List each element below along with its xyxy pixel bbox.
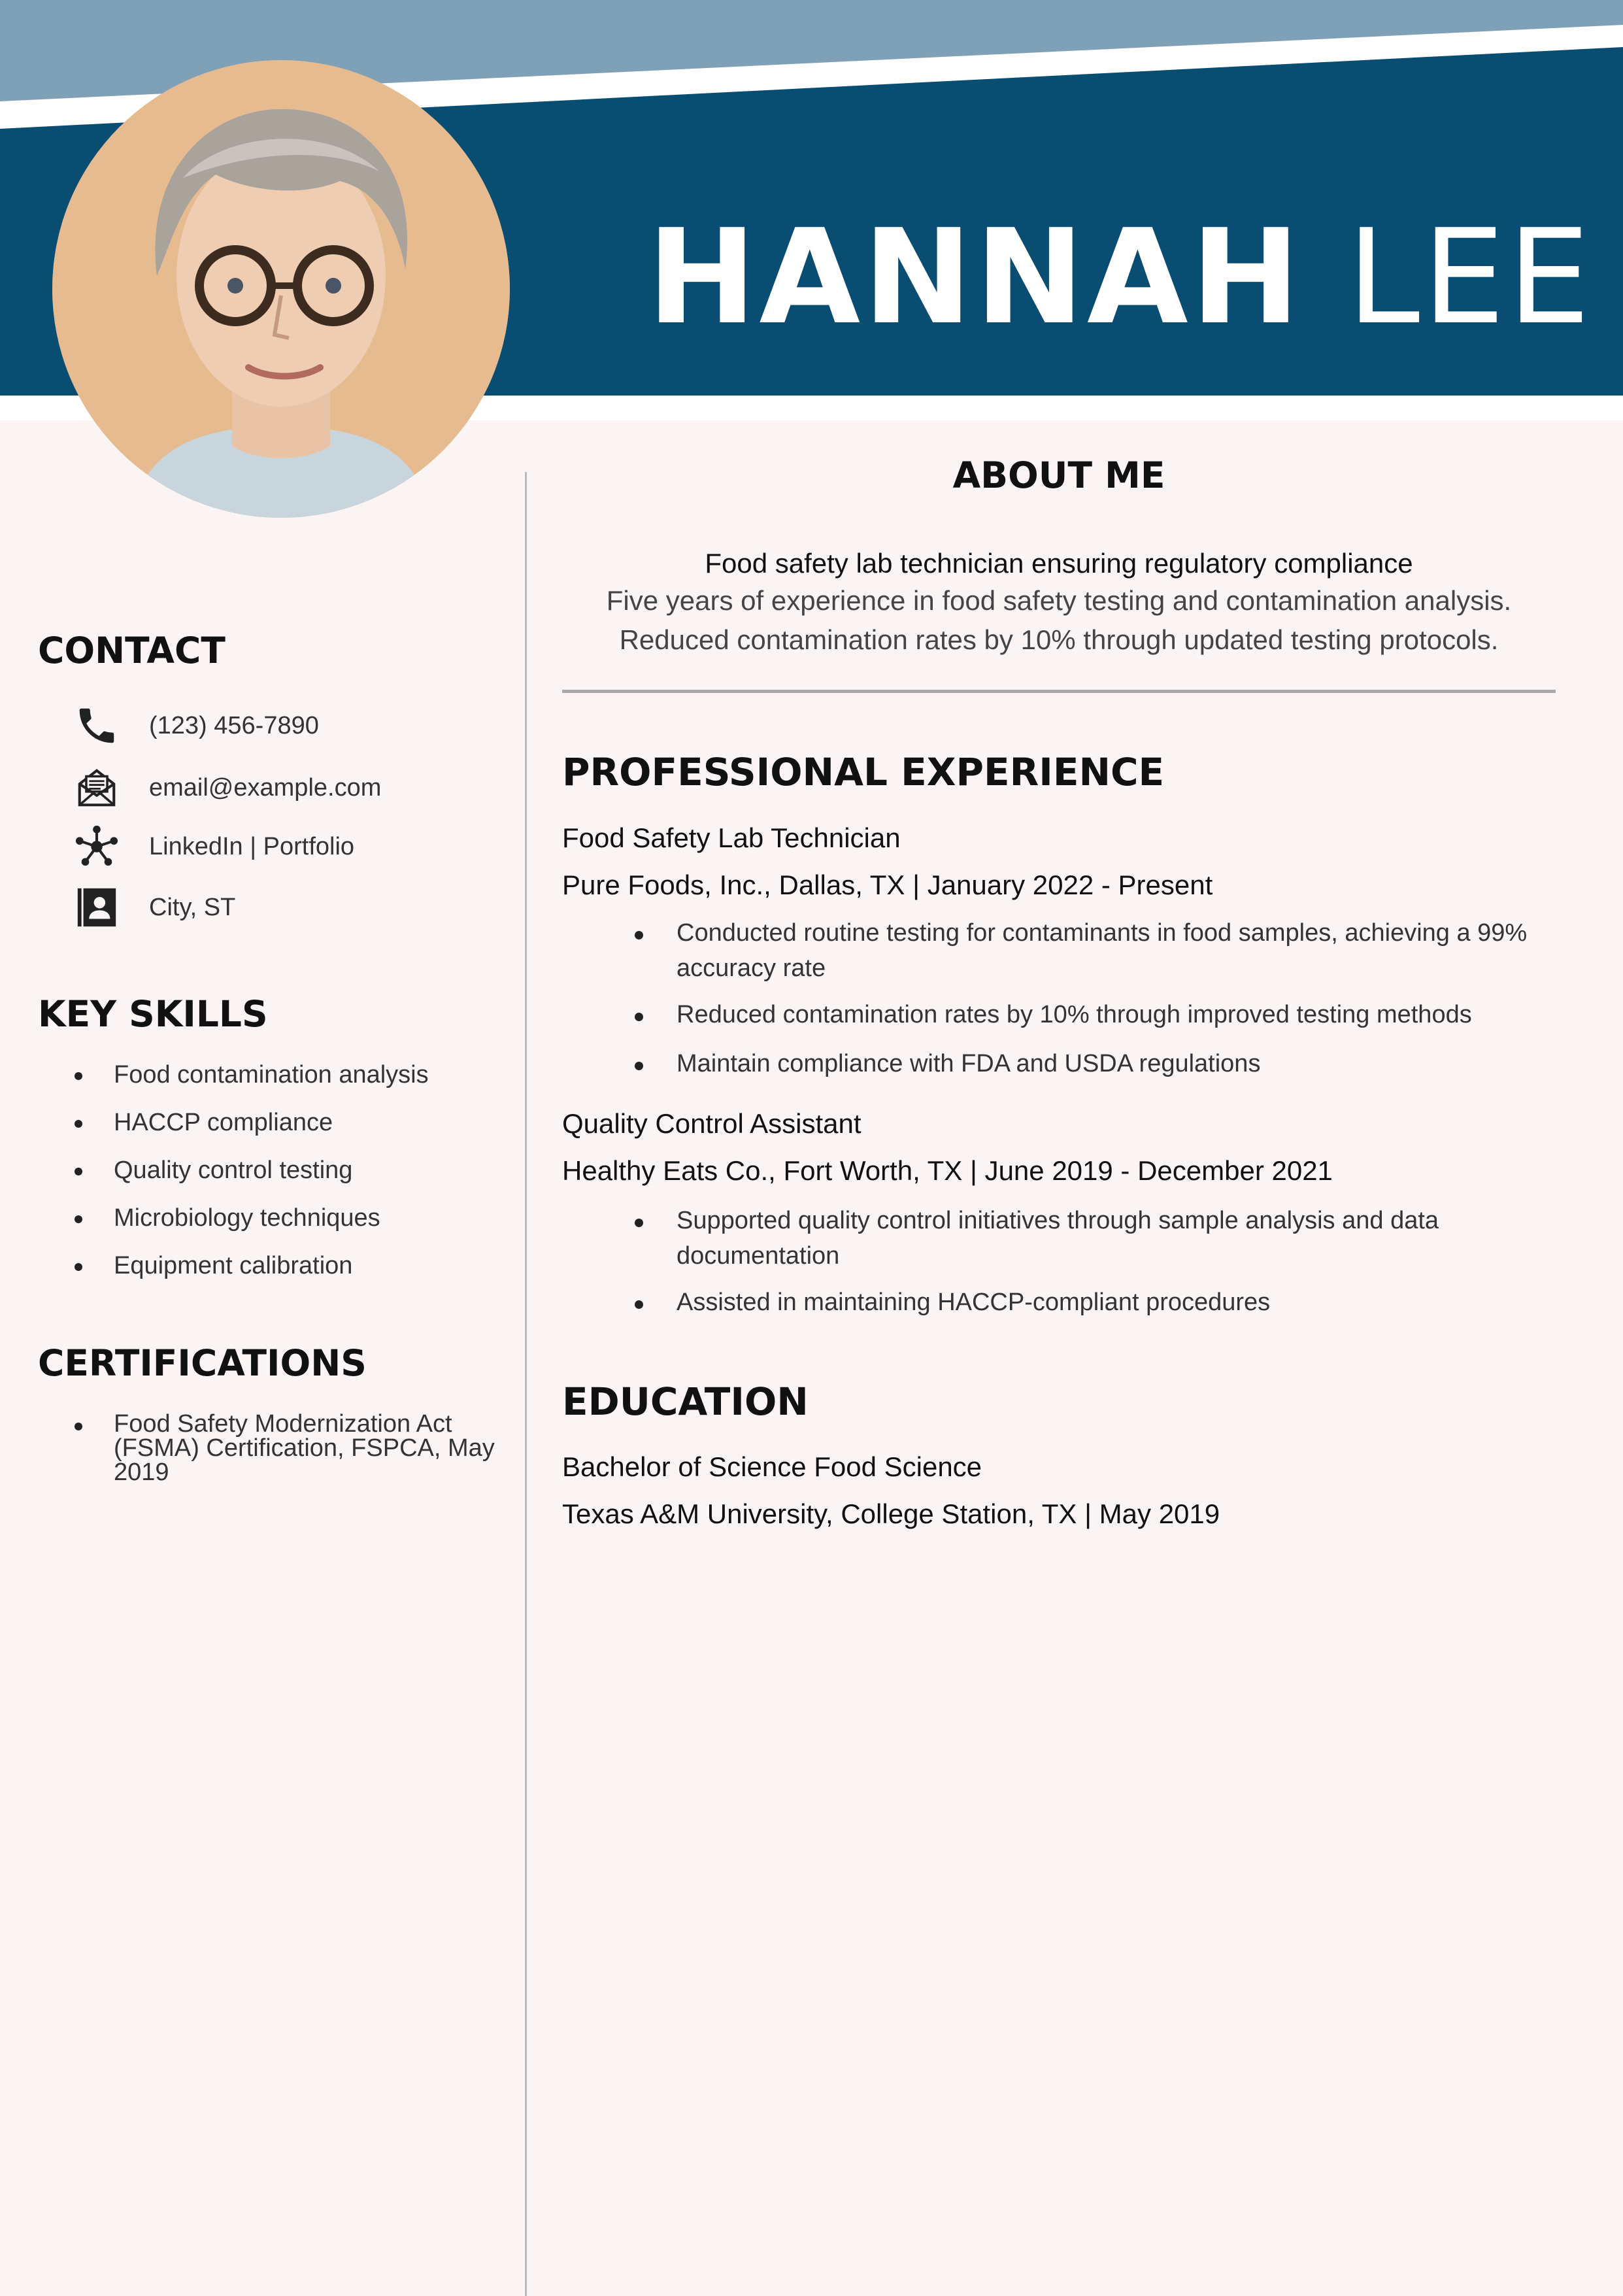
job-bullet: Assisted in maintaining HACCP-compliant procedures bbox=[677, 1285, 1559, 1320]
contact-email bbox=[71, 762, 382, 814]
location-text: City, ST bbox=[149, 893, 236, 921]
list-item: Equipment calibration bbox=[71, 1251, 429, 1299]
contact-links bbox=[71, 820, 355, 873]
skills-heading: KEY SKILLS bbox=[38, 993, 268, 1035]
list-item: HACCP compliance bbox=[71, 1108, 429, 1156]
portrait-illustration bbox=[52, 60, 510, 518]
list-item: Quality control testing bbox=[71, 1156, 429, 1204]
about-line: Five years of experience in food safety testing and contamination analysis. bbox=[606, 585, 1512, 616]
about-heading: ABOUT ME bbox=[952, 454, 1165, 496]
job-subtitle: Healthy Eats Co., Fort Worth, TX | June 2019 - December 2021 bbox=[562, 1155, 1333, 1186]
job-bullet: Conducted routine testing for contaminants in food samples, achieving a 99% accuracy rate bbox=[677, 915, 1559, 986]
profile-photo bbox=[52, 60, 510, 518]
job-title: Quality Control Assistant bbox=[562, 1108, 862, 1139]
skills-list bbox=[71, 1060, 429, 1299]
list-item: Food contamination analysis bbox=[71, 1060, 429, 1108]
phone-text: (123) 456-7890 bbox=[149, 711, 319, 739]
contact-heading: CONTACT bbox=[38, 630, 226, 671]
column-divider bbox=[525, 472, 527, 2296]
job-bullet: Maintain compliance with FDA and USDA regulations bbox=[677, 1046, 1559, 1081]
job-title: Food Safety Lab Technician bbox=[562, 822, 901, 853]
education-degree: Bachelor of Science Food Science bbox=[562, 1451, 982, 1482]
network-icon bbox=[71, 820, 123, 873]
list-item: Microbiology techniques bbox=[71, 1204, 429, 1251]
email-icon bbox=[71, 762, 123, 814]
job-bullet: Reduced contamination rates by 10% through improved testing methods bbox=[677, 997, 1559, 1032]
contact-location bbox=[71, 881, 236, 934]
section-divider bbox=[562, 690, 1556, 693]
contact-card-icon bbox=[71, 881, 123, 934]
certifications-heading: CERTIFICATIONS bbox=[38, 1342, 367, 1384]
about-headline: Food safety lab technician ensuring regulatory compliance bbox=[705, 548, 1413, 579]
links-text: LinkedIn | Portfolio bbox=[149, 832, 355, 860]
education-heading: EDUCATION bbox=[562, 1379, 809, 1424]
job-subtitle: Pure Foods, Inc., Dallas, TX | January 2022 - Present bbox=[562, 869, 1213, 900]
first-name: HANNAH bbox=[647, 201, 1303, 354]
education-school: Texas A&M University, College Station, TX | May 2019 bbox=[562, 1498, 1220, 1529]
contact-phone bbox=[71, 700, 319, 752]
job-bullet: Supported quality control initiatives through sample analysis and data documentation bbox=[677, 1203, 1559, 1274]
phone-icon bbox=[71, 700, 123, 752]
candidate-name bbox=[647, 201, 1593, 354]
last-name: LEE bbox=[1347, 201, 1593, 354]
email-text: email@example.com bbox=[149, 773, 382, 802]
about-line: Reduced contamination rates by 10% through updated testing protocols. bbox=[619, 624, 1499, 655]
experience-heading: PROFESSIONAL EXPERIENCE bbox=[562, 750, 1165, 794]
certification-item: Food Safety Modernization Act (FSMA) Certification, FSPCA, May 2019 bbox=[71, 1412, 502, 1485]
